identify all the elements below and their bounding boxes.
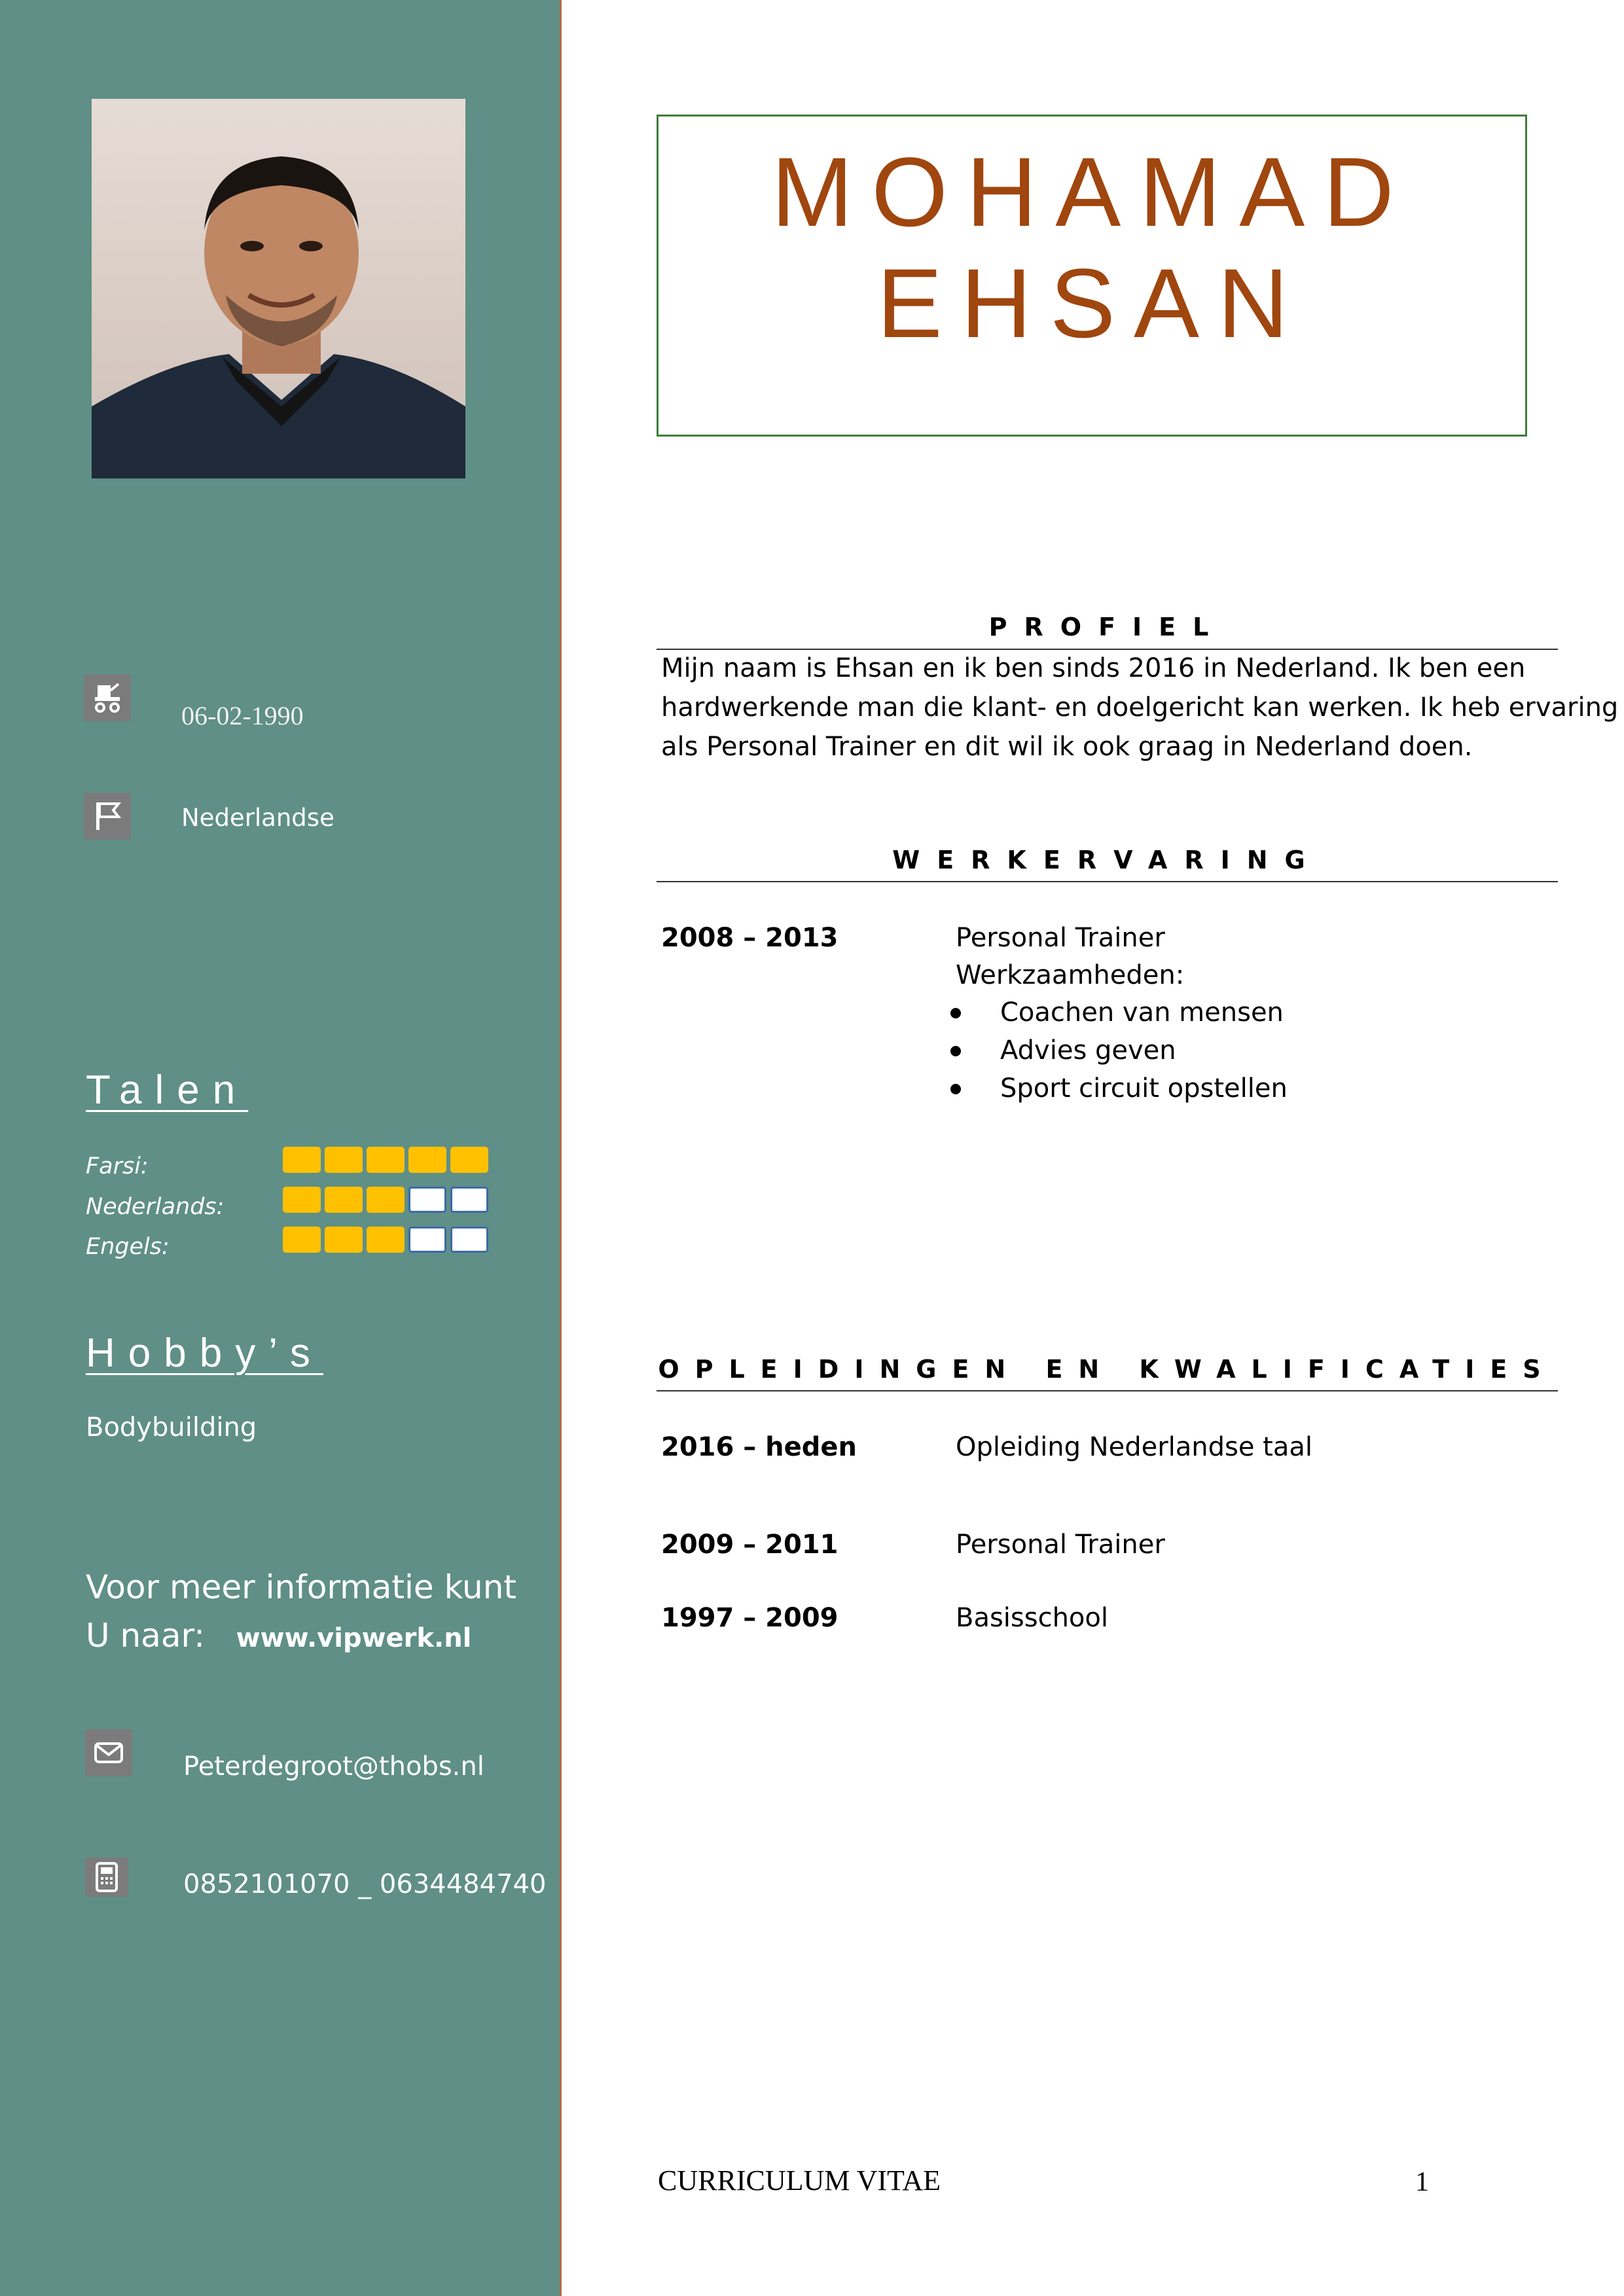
- education-heading: OPLEIDINGEN EN KWALIFICATIES: [658, 1355, 1557, 1384]
- experience-heading: WERKERVARING: [892, 846, 1322, 874]
- rating-cell-empty: [450, 1187, 488, 1213]
- name-box: [657, 115, 1527, 437]
- flag-icon: [84, 793, 131, 840]
- experience-task-2: Advies geven: [1000, 1035, 1176, 1066]
- bullet-dot: [950, 1046, 961, 1056]
- more-info-line1: Voor meer informatie kunt: [86, 1568, 516, 1606]
- language-rating-farsi: [283, 1147, 488, 1173]
- rating-cell-filled: [325, 1227, 363, 1253]
- education-period-3: 1997 – 2009: [661, 1603, 839, 1633]
- profile-heading: PROFIEL: [988, 613, 1226, 641]
- profile-photo: [92, 99, 465, 478]
- languages-heading: Talen: [86, 1067, 249, 1113]
- experience-task-3: Sport circuit opstellen: [1000, 1073, 1288, 1103]
- profile-line-3: als Personal Trainer en dit wil ik ook graag in Nederland doen.: [661, 732, 1473, 762]
- email-link[interactable]: Peterdegroot@thobs.nl: [183, 1751, 484, 1782]
- nationality: Nederlandse: [181, 804, 334, 832]
- education-name-2: Personal Trainer: [956, 1530, 1165, 1560]
- language-label-nederlands: Nederlands:: [86, 1194, 225, 1220]
- rating-cell-empty: [408, 1227, 446, 1253]
- language-rating-engels: [283, 1227, 488, 1253]
- bullet-dot: [950, 1084, 961, 1094]
- language-rating-nederlands: [283, 1187, 488, 1213]
- rating-cell-filled: [325, 1187, 363, 1213]
- birthdate: 06-02-1990: [181, 701, 304, 730]
- envelope-icon: [85, 1729, 132, 1776]
- bullet-dot: [950, 1008, 961, 1018]
- profile-line-2: hardwerkende man die klant- en doelgericht kan werken. Ik heb ervaring: [661, 692, 1619, 723]
- phone-icon: [85, 1857, 128, 1897]
- rating-cell-filled: [283, 1147, 321, 1173]
- education-name-3: Basisschool: [956, 1603, 1108, 1633]
- rating-cell-filled: [367, 1227, 405, 1253]
- experience-tasks-label: Werkzaamheden:: [956, 960, 1185, 990]
- phone-number[interactable]: 0852101070 _ 0634484740: [183, 1869, 547, 1899]
- rating-cell-filled: [408, 1147, 446, 1173]
- website-link[interactable]: www.vipwerk.nl: [236, 1623, 472, 1653]
- more-info-line2: [86, 1617, 471, 1655]
- sidebar: [0, 0, 562, 2296]
- education-name-1: Opleiding Nederlandse taal: [956, 1432, 1312, 1462]
- education-period-2: 2009 – 2011: [661, 1530, 839, 1560]
- hobby-item: Bodybuilding: [86, 1412, 257, 1443]
- hobbies-heading: Hobby’s: [86, 1331, 323, 1376]
- rating-cell-filled: [325, 1147, 363, 1173]
- profile-divider: [657, 649, 1558, 650]
- experience-divider: [657, 881, 1558, 882]
- rating-cell-empty: [408, 1187, 446, 1213]
- stroller-icon: [84, 674, 131, 721]
- first-name: MOHAMAD: [771, 137, 1413, 247]
- more-info-prefix: U naar:: [86, 1617, 205, 1655]
- rating-cell-filled: [283, 1227, 321, 1253]
- page-number: 1: [1415, 2167, 1429, 2197]
- profile-line-1: Mijn naam is Ehsan en ik ben sinds 2016 in Nederland. Ik ben een: [661, 653, 1526, 683]
- footer-title: CURRICULUM VITAE: [658, 2164, 941, 2197]
- rating-cell-filled: [367, 1187, 405, 1213]
- experience-task-1: Coachen van mensen: [1000, 997, 1284, 1028]
- rating-cell-empty: [450, 1227, 488, 1253]
- rating-cell-filled: [450, 1147, 488, 1173]
- education-period-1: 2016 – heden: [661, 1432, 857, 1462]
- language-label-engels: Engels:: [86, 1234, 170, 1260]
- education-divider: [657, 1390, 1558, 1391]
- last-name: EHSAN: [876, 248, 1307, 358]
- language-label-farsi: Farsi:: [86, 1153, 149, 1179]
- experience-period: 2008 – 2013: [661, 923, 839, 953]
- rating-cell-filled: [283, 1187, 321, 1213]
- rating-cell-filled: [367, 1147, 405, 1173]
- experience-role: Personal Trainer: [956, 923, 1165, 953]
